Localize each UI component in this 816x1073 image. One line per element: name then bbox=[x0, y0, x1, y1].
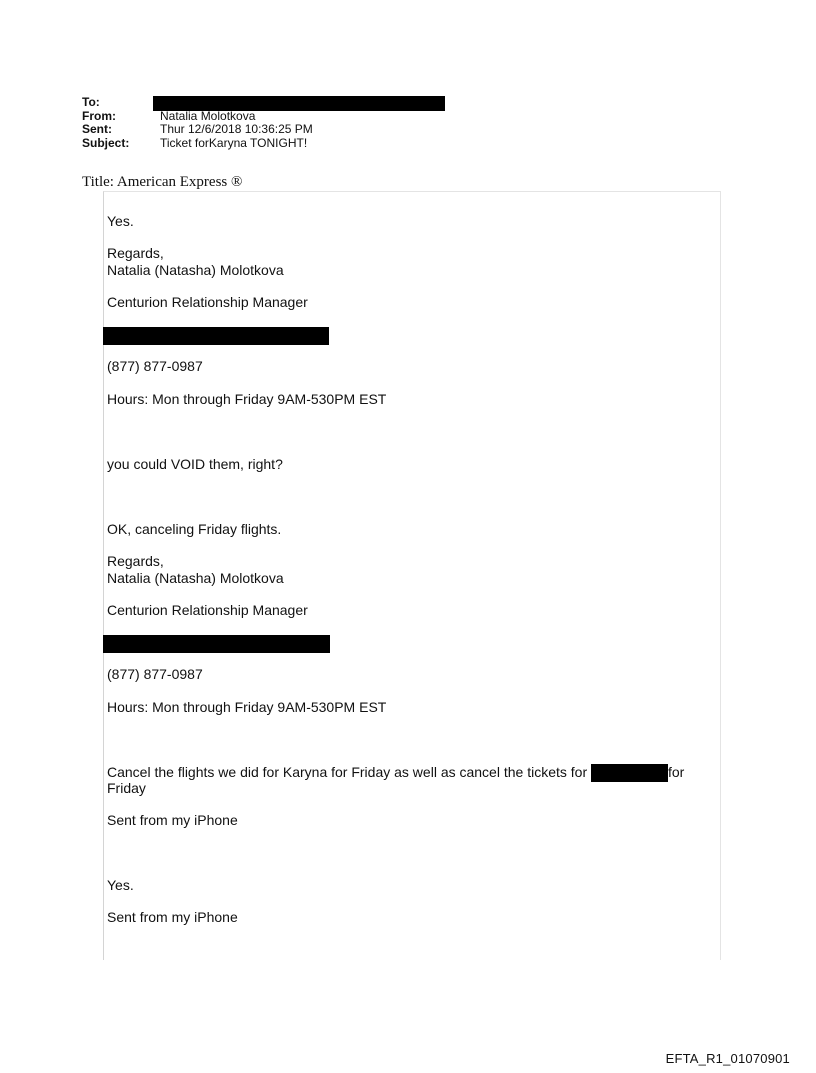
redaction-block-1 bbox=[103, 327, 329, 345]
message-cancel-for: for bbox=[668, 764, 685, 780]
email-header bbox=[82, 96, 445, 150]
message-cancel-line2: Friday bbox=[107, 780, 146, 796]
reply-yes-1: Yes. bbox=[107, 213, 134, 229]
signature-role-2: Centurion Relationship Manager bbox=[107, 602, 308, 618]
signature-regards-1: Regards, bbox=[107, 245, 164, 261]
message-cancel-ack: OK, canceling Friday flights. bbox=[107, 521, 282, 537]
from-label: From: bbox=[82, 108, 116, 123]
to-row bbox=[82, 96, 445, 110]
to-label: To: bbox=[82, 95, 100, 109]
sent-from-iphone-2: Sent from my iPhone bbox=[107, 909, 238, 925]
signature-regards-2: Regards, bbox=[107, 553, 164, 569]
document-id-footer: EFTA_R1_01070901 bbox=[665, 1051, 790, 1066]
reply-yes-2: Yes. bbox=[107, 877, 134, 893]
sent-from-iphone-1: Sent from my iPhone bbox=[107, 812, 238, 828]
signature-hours-2: Hours: Mon through Friday 9AM-530PM EST bbox=[107, 699, 387, 715]
message-cancel-line1: Cancel the flights we did for Karyna for Friday as well as cancel the tickets for bbox=[107, 764, 588, 780]
signature-phone-2: (877) 877-0987 bbox=[107, 666, 203, 682]
subject-row bbox=[82, 137, 445, 151]
sent-row bbox=[82, 123, 445, 137]
message-void: you could VOID them, right? bbox=[107, 456, 283, 472]
signature-name-2: Natalia (Natasha) Molotkova bbox=[107, 570, 284, 586]
signature-name-1: Natalia (Natasha) Molotkova bbox=[107, 262, 284, 278]
redaction-block-2 bbox=[103, 635, 330, 653]
redaction-inline bbox=[591, 764, 668, 782]
signature-phone-1: (877) 877-0987 bbox=[107, 358, 203, 374]
document-title: Title: American Express ® bbox=[82, 174, 243, 190]
signature-role-1: Centurion Relationship Manager bbox=[107, 294, 308, 310]
sent-label: Sent: bbox=[82, 122, 112, 136]
from-row bbox=[82, 110, 445, 124]
from-value: Natalia Molotkova bbox=[160, 108, 256, 123]
subject-label: Subject: bbox=[82, 135, 130, 150]
sent-value: Thur 12/6/2018 10:36:25 PM bbox=[160, 122, 313, 136]
signature-hours-1: Hours: Mon through Friday 9AM-530PM EST bbox=[107, 391, 387, 407]
subject-value: Ticket forKaryna TONIGHT! bbox=[160, 135, 308, 150]
